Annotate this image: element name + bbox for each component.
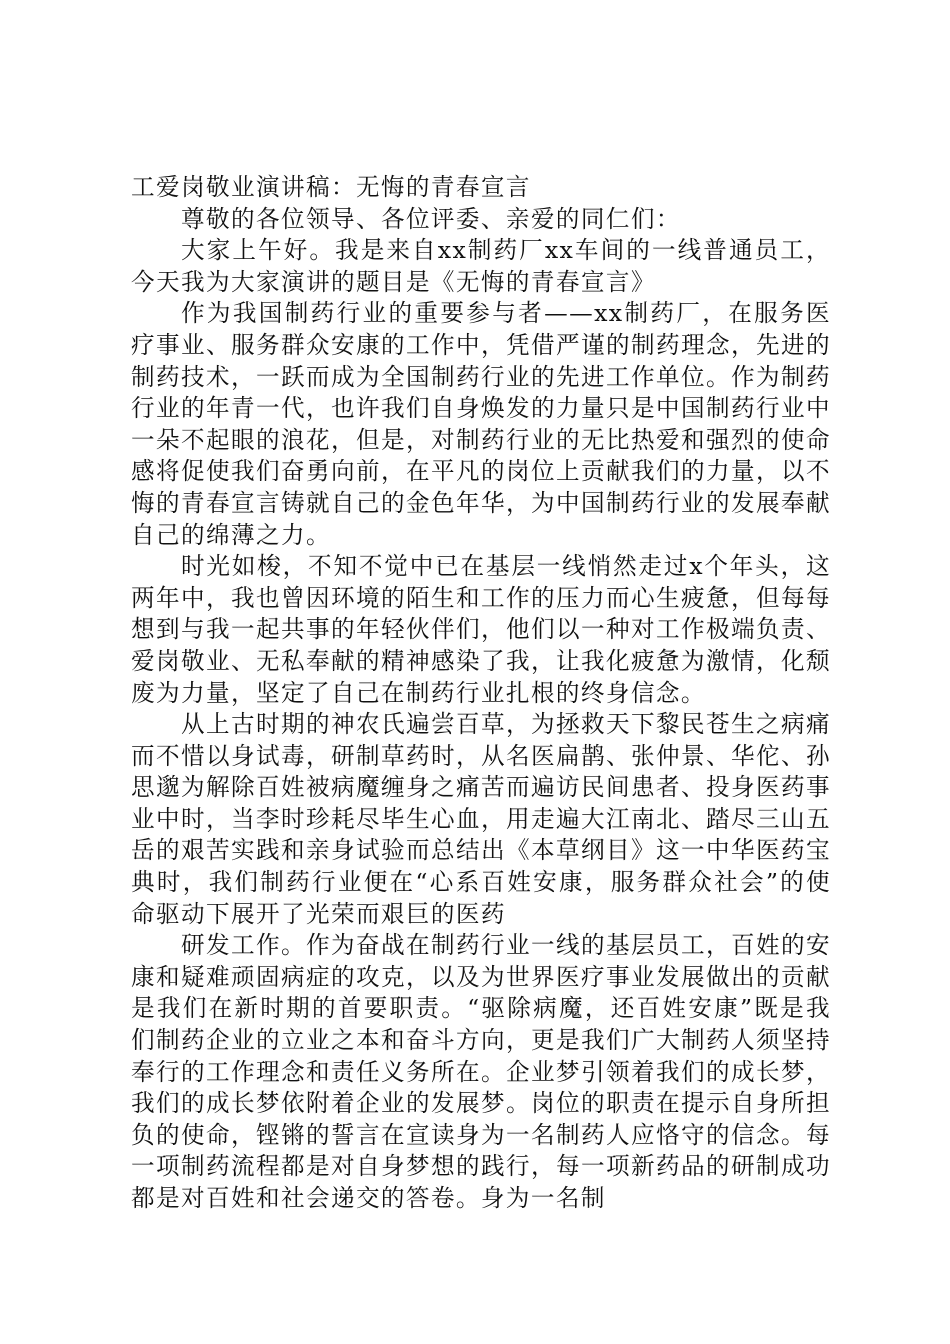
paragraph: 研发工作。作为奋战在制药行业一线的基层员工，百姓的安康和疑难顽固病症的攻克，以及为世界医疗事业发展做出的贡献是我们在新时期的首要职责。“驱除病魔，还百姓安康”既是我们制药企业的立业之本和奋斗方向，更是我们广大制药人须坚持奉行的工作理念和责任义务所在。企业梦引领着我们的成长梦，我们的成长梦依附着企业的发展梦。岗位的职责在提示自身所担负的使命，铿锵的誓言在宣读身为一名制药人应恪守的信念。每一项制药流程都是对自身梦想的践行，每一项新药品的研制成功都是对百姓和社会递交的答卷。身为一名制 [131,931,831,1212]
document-title: 工爱岗敬业演讲稿：无悔的青春宣言 [131,173,531,201]
salutation: 尊敬的各位领导、各位评委、亲爱的同仁们： [181,204,681,233]
paragraph: 时光如梭，不知不觉中已在基层一线悄然走过x个年头，这两年中，我也曾因环境的陌生和工作的压力而心生疲惫，但每每想到与我一起共事的年轻伙伴们，他们以一种对工作极端负责、爱岗敬业、无私奉献的精神感染了我，让我化疲惫为激情，化颓废为力量，坚定了自己在制药行业扎根的终身信念。 [131,552,831,707]
paragraph: 大家上午好。我是来自xx制药厂xx车间的一线普通员工，今天我为大家演讲的题目是《无悔的青春宣言》 [131,236,831,296]
paragraph: 作为我国制药行业的重要参与者——xx制药厂，在服务医疗事业、服务群众安康的工作中，凭借严谨的制药理念，先进的制药技术，一跃而成为全国制药行业的先进工作单位。作为制药行业的年青一代，也许我们自身焕发的力量只是中国制药行业中一朵不起眼的浪花，但是，对制药行业的无比热爱和强烈的使命感将促使我们奋勇向前，在平凡的岗位上贡献我们的力量，以不悔的青春宣言铸就自己的金色年华，为中国制药行业的发展奉献自己的绵薄之力。 [131,299,831,549]
paragraph: 从上古时期的神农氏遍尝百草，为拯救天下黎民苍生之病痛而不惜以身试毒，研制草药时，从名医扁鹊、张仲景、华佗、孙思邈为解除百姓被病魔缠身之痛苦而遍访民间患者、投身医药事业中时，当李时珍耗尽毕生心血，用走遍大江南北、踏尽三山五岳的艰苦实践和亲身试验而总结出《本草纲目》这一中华医药宝典时，我们制药行业便在“心系百姓安康，服务群众社会”的使命驱动下展开了光荣而艰巨的医药 [131,710,831,928]
document-body [131,172,831,1215]
